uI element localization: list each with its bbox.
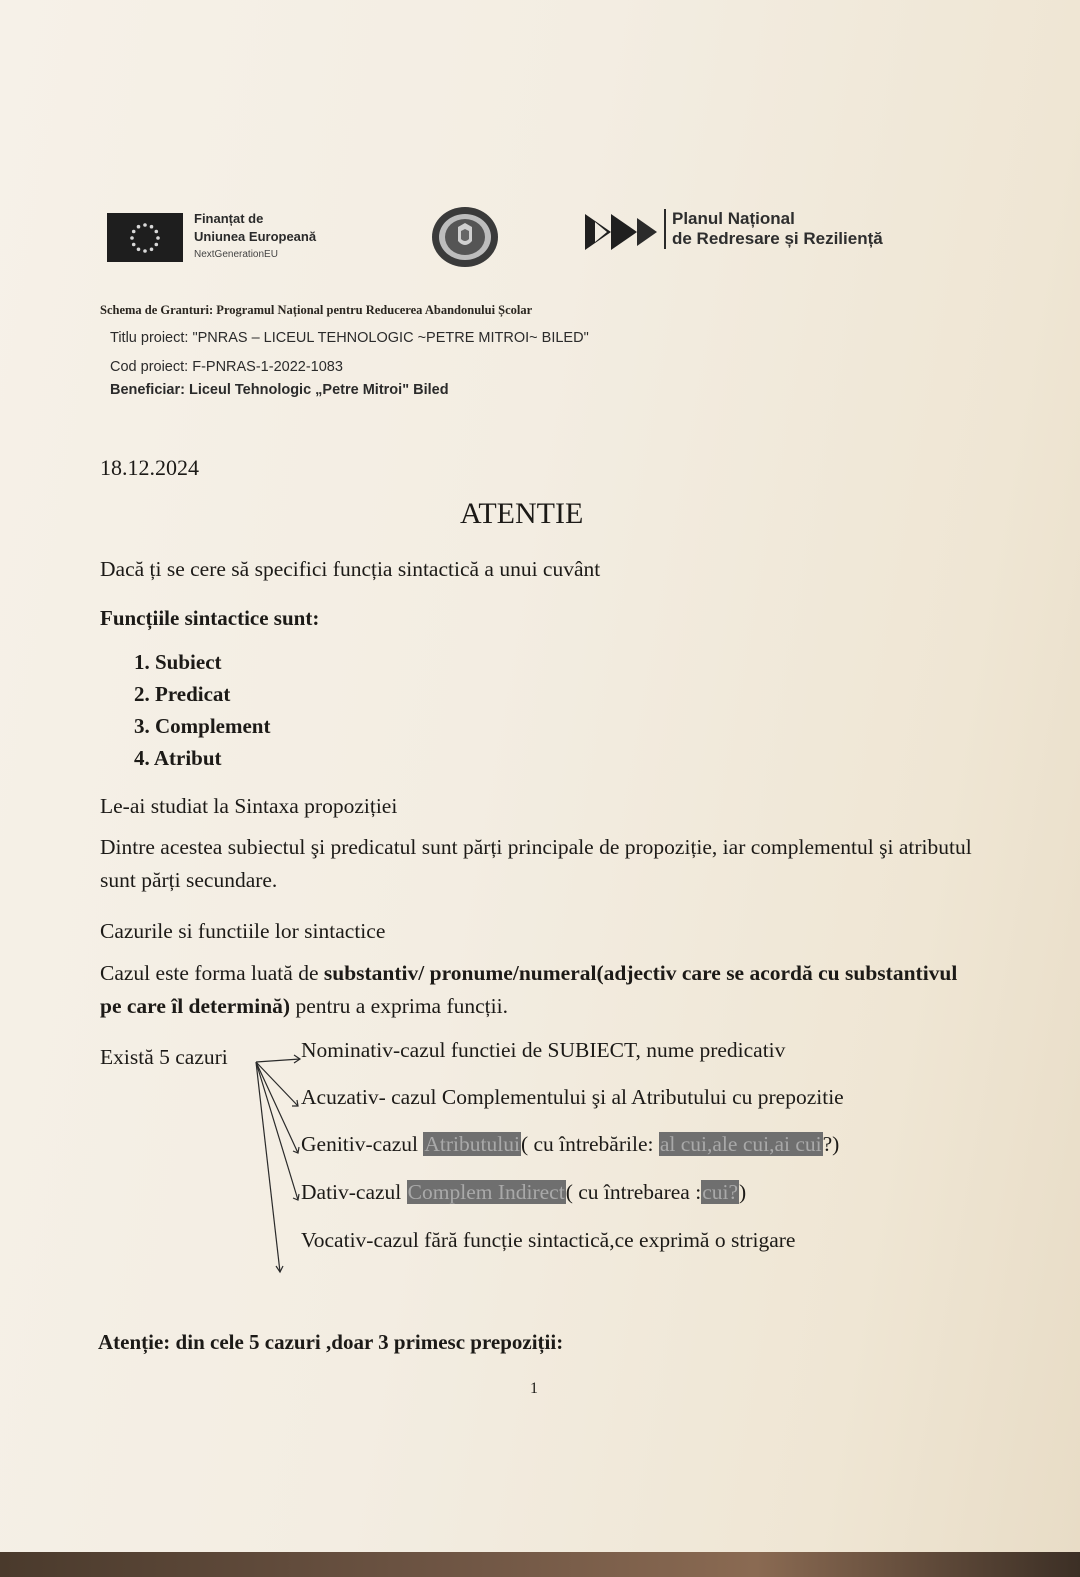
eu-line2: Uniunea Europeană (194, 229, 317, 244)
pnrr-line2: de Redresare și Reziliență (672, 229, 883, 248)
list-title: Funcțiile sintactice sunt: (100, 606, 320, 630)
case-dativ-pre: Dativ-cazul (301, 1180, 407, 1204)
document-date: 18.12.2024 (100, 455, 199, 480)
project-code: Cod proiect: F-PNRAS-1-2022-1083 (110, 359, 343, 375)
case-genitiv-post: ?) (822, 1132, 840, 1156)
list-item: 2. Predicat (134, 682, 231, 706)
highlighted-term: Complem Indirect (407, 1180, 565, 1204)
page-number: 1 (530, 1380, 538, 1397)
case-genitiv-mid: ( cu întrebările: (520, 1132, 659, 1156)
highlighted-term: Atributului (424, 1132, 520, 1156)
pnrr-label (664, 209, 883, 249)
list-item: 4. Atribut (134, 746, 222, 770)
parts-paragraph: Dintre acestea subiectul şi predicatul sunt părți principale de propoziție, iar complementul şi atributul sunt părți secundare. (100, 835, 972, 892)
cases-title: Cazurile si functiile lor sintactice (100, 919, 386, 943)
project-title: Titlu proiect: "PNRAS – LICEUL TEHNOLOGIC ~PETRE MITROI~ BILED" (110, 330, 589, 346)
case-dativ (301, 1180, 746, 1205)
case-nominativ: Nominativ-cazul functiei de SUBIECT, nume predicativ (301, 1038, 786, 1062)
cases-count-label: Există 5 cazuri (100, 1045, 228, 1069)
pnrr-arrows-icon (585, 208, 665, 256)
eu-line1: Finanțat de (194, 211, 264, 226)
highlighted-question: cui? (702, 1180, 738, 1204)
eu-line3: NextGenerationEU (194, 249, 278, 260)
list-item: 1. Subiect (134, 650, 222, 674)
case-definition-pre: Cazul este forma luată de (100, 961, 324, 985)
eu-funding-label (194, 210, 316, 264)
case-acuzativ: Acuzativ- cazul Complementului şi al Atributului cu prepozitie (301, 1085, 844, 1109)
attention-note: Atenție: din cele 5 cazuri ,doar 3 primesc prepoziții: (98, 1330, 564, 1354)
intro-paragraph: Dacă ți se cere să specifici funcția sintactică a unui cuvânt (100, 557, 601, 581)
romanian-government-seal-icon (430, 205, 500, 269)
case-definition-bold: substantiv/ pronume/numeral(adjectiv care se acordă cu substantivul pe care îl determină) (100, 961, 958, 1018)
list-item: 3. Complement (134, 714, 271, 738)
case-dativ-post: ) (739, 1180, 747, 1204)
pnrr-line1: Planul Național (672, 209, 795, 228)
grant-scheme: Schema de Granturi: Programul Național pentru Reducerea Abandonului Școlar (100, 303, 533, 317)
case-genitiv (301, 1132, 839, 1157)
case-definition-post: pentru a exprima funcții. (290, 994, 508, 1018)
eu-flag-icon (107, 213, 183, 262)
case-vocativ: Vocativ-cazul fără funcție sintactică,ce exprimă o strigare (301, 1228, 796, 1252)
highlighted-question: al cui,ale cui,ai cui (659, 1132, 822, 1156)
case-genitiv-pre: Genitiv-cazul (301, 1132, 424, 1156)
case-dativ-mid: ( cu întrebarea : (565, 1180, 702, 1204)
case-definition (100, 957, 980, 1023)
table-surface-edge (0, 1552, 1080, 1577)
project-beneficiary: Beneficiar: Liceul Tehnologic „Petre Mitroi" Biled (110, 382, 449, 398)
page-title: ATENTIE (460, 497, 584, 530)
studied-paragraph: Le-ai studiat la Sintaxa propoziției (100, 794, 398, 818)
